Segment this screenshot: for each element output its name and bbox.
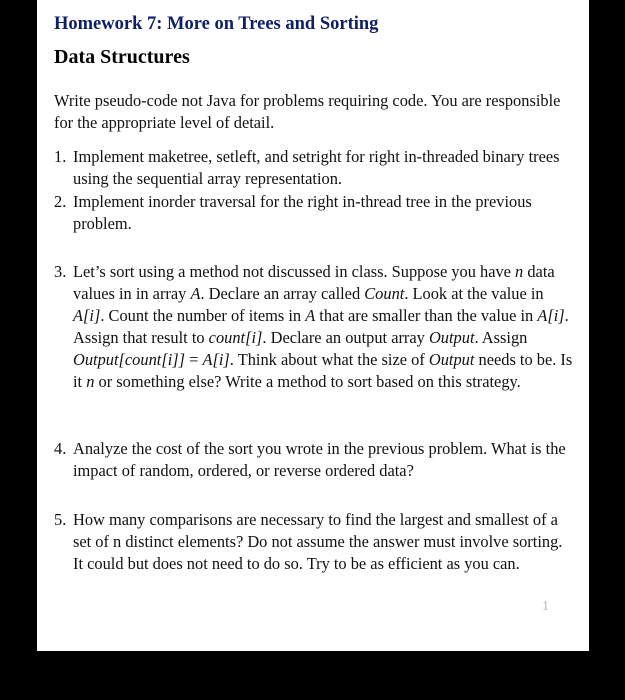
- problem-text: Implement maketree, setleft, and setright for right in-threaded binary trees using the sequential array representation.: [73, 147, 560, 188]
- problem-3: [54, 261, 574, 393]
- problem-text: Analyze the cost of the sort you wrote in the previous problem. What is the impact of random, ordered, or reverse ordered data?: [73, 439, 566, 480]
- document-page: [37, 0, 589, 651]
- page-number: 1: [542, 599, 549, 614]
- problem-number: 3.: [54, 262, 67, 281]
- problem-4: [54, 438, 574, 482]
- problem-number: 2.: [54, 192, 67, 211]
- homework-title: Homework 7: More on Trees and Sorting: [54, 14, 379, 34]
- problem-1: [54, 146, 574, 190]
- problem-text: Implement inorder traversal for the right in-thread tree in the previous problem.: [73, 192, 532, 233]
- problem-text: Let’s sort using a method not discussed in class. Suppose you have n data values in in array A. Declare an array called Count. Look at the value in A[i]. Count the number of items in A that are smaller than the value in A[i]. Assign that result to count[i]. Declare an output array Output. Assign Output[count[i]] = A[i]. Think about what the size of Output needs to be. Is it n or something else? Write a method to sort based on this strategy.: [73, 262, 573, 391]
- problem-number: 1.: [54, 147, 67, 166]
- problem-2: [54, 191, 574, 235]
- instructions-paragraph: Write pseudo-code not Java for problems requiring code. You are responsible for the appropriate level of detail.: [54, 91, 561, 132]
- problem-text: How many comparisons are necessary to find the largest and smallest of a set of n distinct elements? Do not assume the answer must involve sorting. It could but does not need to do so. Try to be as efficient as you can.: [73, 510, 563, 573]
- problem-5: [54, 509, 574, 575]
- problem-number: 5.: [54, 510, 67, 529]
- problem-number: 4.: [54, 439, 67, 458]
- course-subtitle: Data Structures: [54, 46, 190, 68]
